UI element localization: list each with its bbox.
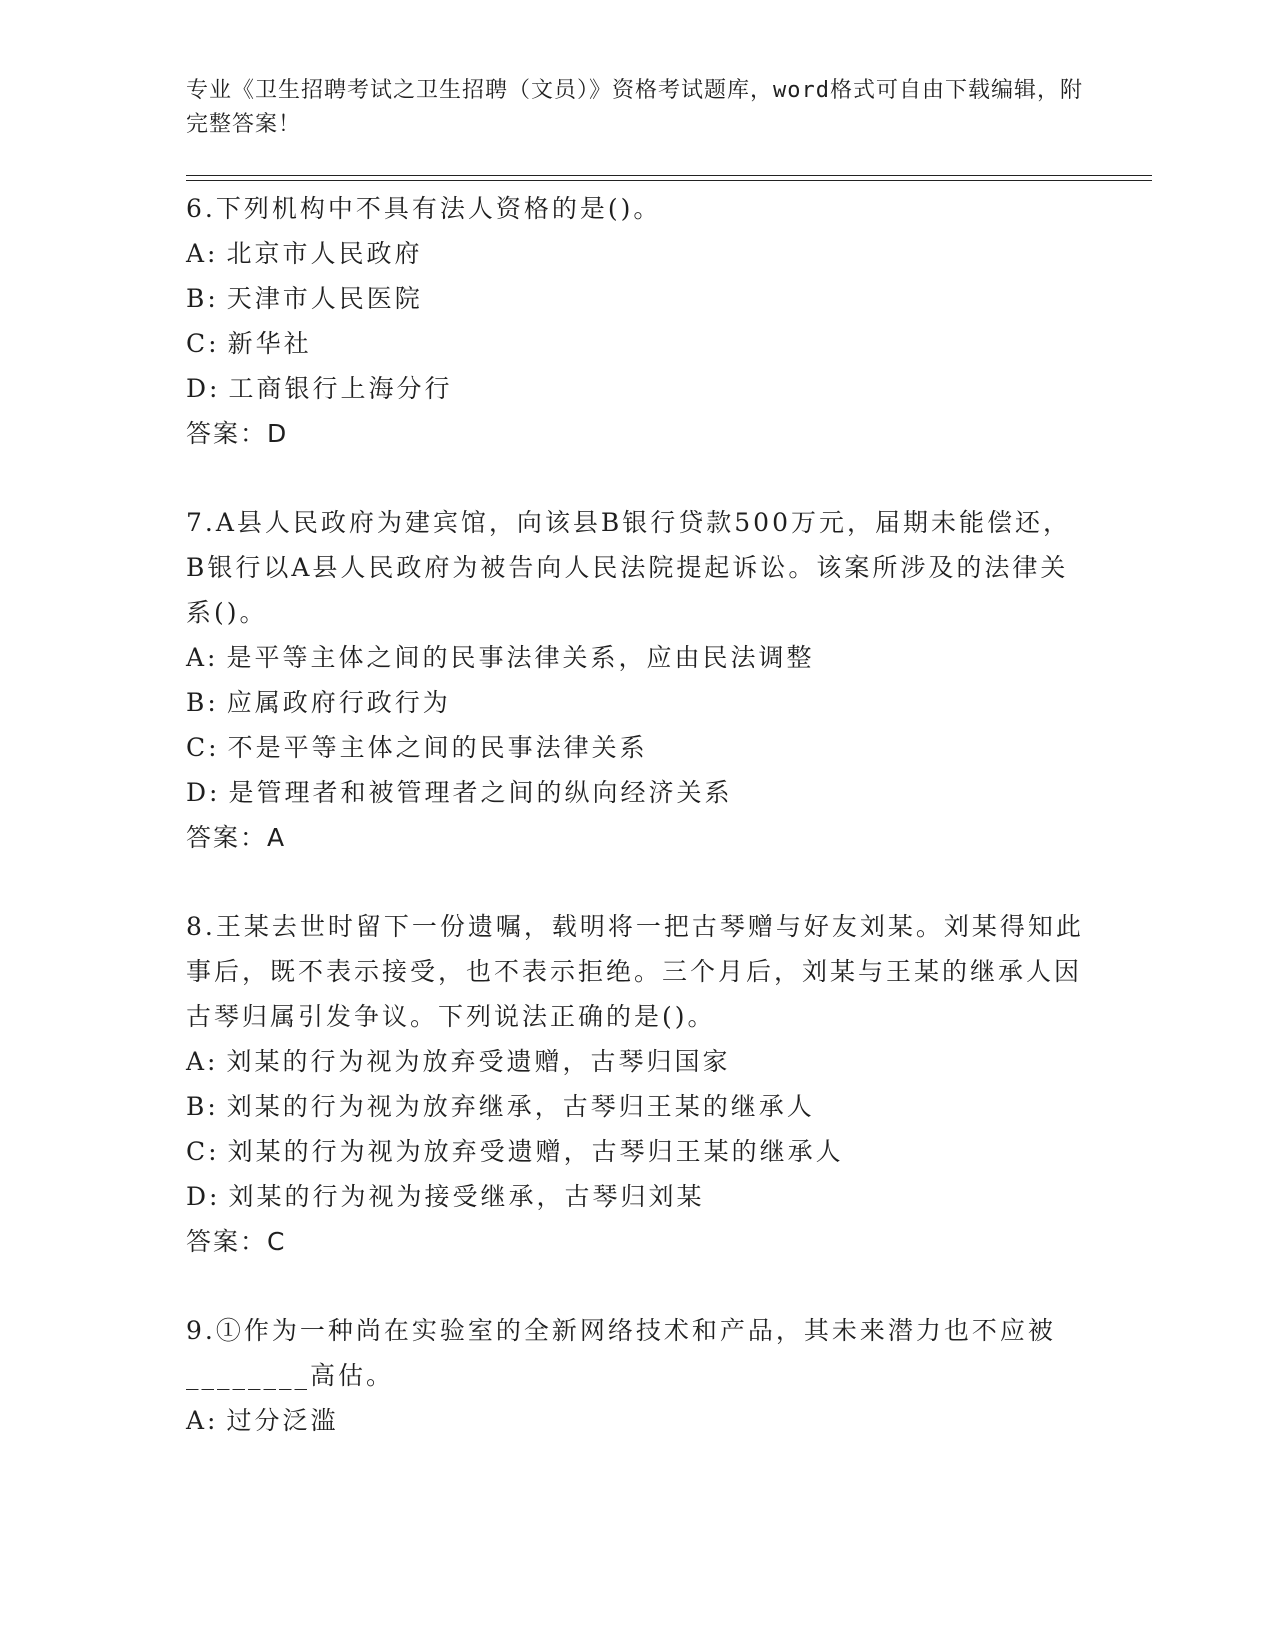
document-header: 专业《卫生招聘考试之卫生招聘（文员）》资格考试题库，word格式可自由下载编辑，附完整答案！: [186, 78, 1083, 137]
option-text: 北京市人民政府: [226, 239, 423, 268]
option-key: B:: [186, 688, 219, 717]
question-stem: 6.下列机构中不具有法人资格的是()。: [186, 194, 662, 223]
option-text: 过分泛滥: [226, 1406, 339, 1435]
answer-line: 答案：A: [186, 823, 287, 852]
option-c: [186, 725, 1086, 770]
option-key: C:: [186, 329, 220, 358]
option-key: A:: [186, 1406, 219, 1435]
option-text: 工商银行上海分行: [228, 374, 453, 403]
option-text: 是管理者和被管理者之间的纵向经济关系: [228, 778, 733, 807]
option-a: [186, 1039, 1086, 1084]
option-key: A:: [186, 643, 219, 672]
header-divider-bottom: [186, 180, 1152, 181]
option-key: D:: [186, 1182, 221, 1211]
option-key: C:: [186, 733, 220, 762]
option-b: [186, 276, 1086, 321]
question-stem: 7.A县人民政府为建宾馆，向该县B银行贷款500万元，届期未能偿还，B银行以A县人民政府为被告向人民法院提起诉讼。该案所涉及的法律关系()。: [186, 508, 1071, 627]
option-text: 不是平等主体之间的民事法律关系: [227, 733, 648, 762]
option-key: C:: [186, 1137, 220, 1166]
option-text: 刘某的行为视为接受继承，古琴归刘某: [228, 1182, 705, 1211]
option-d: [186, 1174, 1086, 1219]
question-7: [186, 500, 1086, 860]
option-a: [186, 1398, 1086, 1443]
question-9: [186, 1308, 1086, 1443]
option-text: 刘某的行为视为放弃受遗赠，古琴归国家: [226, 1047, 731, 1076]
option-key: A:: [186, 1047, 219, 1076]
answer-line: 答案：D: [186, 419, 289, 448]
option-key: B:: [186, 284, 219, 313]
option-d: [186, 366, 1086, 411]
answer-line: 答案：C: [186, 1227, 287, 1256]
option-key: B:: [186, 1092, 219, 1121]
question-6: [186, 186, 1086, 456]
question-list: [186, 186, 1086, 1487]
option-a: [186, 231, 1086, 276]
question-8: [186, 904, 1086, 1264]
option-a: [186, 635, 1086, 680]
option-key: D:: [186, 778, 221, 807]
question-stem: 9.①作为一种尚在实验室的全新网络技术和产品，其未来潜力也不应被________高估。: [186, 1316, 1056, 1390]
option-key: A:: [186, 239, 219, 268]
question-stem: 8.王某去世时留下一份遗嘱，载明将一把古琴赠与好友刘某。刘某得知此事后，既不表示接受，也不表示拒绝。三个月后，刘某与王某的继承人因古琴归属引发争议。下列说法正确的是()。: [186, 912, 1084, 1031]
option-d: [186, 770, 1086, 815]
option-text: 新华社: [227, 329, 312, 358]
option-text: 是平等主体之间的民事法律关系，应由民法调整: [226, 643, 815, 672]
option-b: [186, 1084, 1086, 1129]
option-text: 刘某的行为视为放弃继承，古琴归王某的继承人: [226, 1092, 815, 1121]
header-divider-top: [186, 175, 1152, 176]
option-c: [186, 321, 1086, 366]
option-text: 刘某的行为视为放弃受遗赠，古琴归王某的继承人: [227, 1137, 844, 1166]
option-c: [186, 1129, 1086, 1174]
option-b: [186, 680, 1086, 725]
option-text: 应属政府行政行为: [226, 688, 451, 717]
option-key: D:: [186, 374, 221, 403]
option-text: 天津市人民医院: [226, 284, 423, 313]
